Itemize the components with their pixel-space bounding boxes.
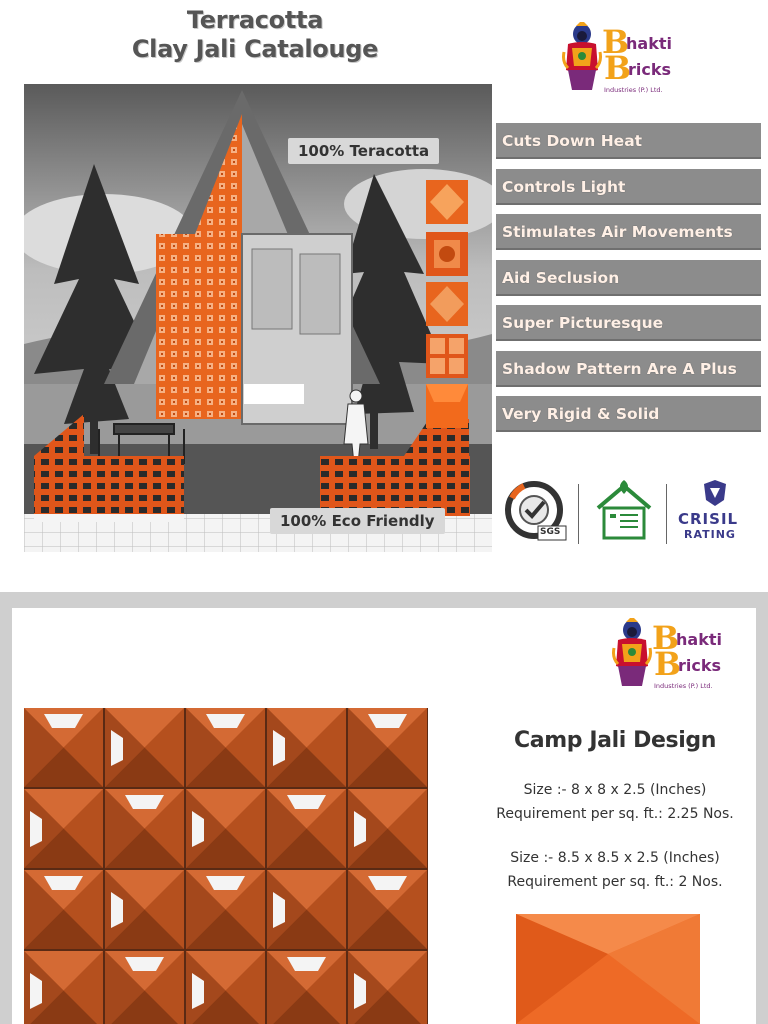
jali-cell bbox=[186, 870, 265, 949]
jali-cell bbox=[24, 789, 103, 868]
feature-item: Very Rigid & Solid bbox=[496, 396, 761, 432]
jali-cell bbox=[24, 870, 103, 949]
sample-tile-graphic bbox=[516, 914, 700, 1024]
spec-requirement: Requirement per sq. ft.: 2 Nos. bbox=[507, 874, 723, 890]
cert-divider bbox=[578, 484, 579, 544]
jali-cell bbox=[348, 870, 427, 949]
design-title: Camp Jali Design bbox=[514, 728, 716, 753]
jali-cell bbox=[267, 951, 346, 1024]
logo-subtitle: Industries (P.) Ltd. bbox=[604, 86, 663, 94]
logo-letter-b-bottom: B bbox=[654, 645, 682, 683]
teracotta-badge: 100% Teracotta bbox=[288, 138, 439, 164]
catalogue-title bbox=[110, 6, 400, 64]
page-separator bbox=[0, 592, 768, 608]
spec-size: Size :- 8 x 8 x 2.5 (Inches) bbox=[523, 782, 707, 798]
logo-word-ricks: ricks bbox=[678, 656, 722, 675]
logo-letter-b-top: B bbox=[652, 619, 680, 657]
logo-word-hakti: hakti bbox=[676, 630, 722, 649]
jali-cell bbox=[186, 708, 265, 787]
jali-cell bbox=[348, 789, 427, 868]
spec-size: Size :- 8.5 x 8.5 x 2.5 (Inches) bbox=[510, 850, 720, 866]
spec-block-2 bbox=[470, 846, 760, 894]
logo-letter-b-bottom: B bbox=[604, 49, 632, 87]
crisil-rating-label: RATING bbox=[684, 528, 736, 541]
crisil-label: CRISIL bbox=[678, 510, 739, 528]
jali-cell bbox=[267, 870, 346, 949]
jali-cell bbox=[348, 708, 427, 787]
jali-cell bbox=[186, 789, 265, 868]
logo-letter-b-top: B bbox=[602, 23, 630, 61]
cert-divider bbox=[666, 484, 667, 544]
spec-block-1 bbox=[470, 778, 760, 826]
bhakti-bricks-logo-page-2 bbox=[610, 618, 720, 692]
deity-icon bbox=[562, 22, 602, 92]
jali-cell bbox=[105, 789, 184, 868]
logo-word-hakti: hakti bbox=[626, 34, 672, 53]
camp-jali-grid-photo bbox=[24, 708, 428, 1024]
eco-friendly-badge: 100% Eco Friendly bbox=[270, 508, 445, 534]
feature-item: Cuts Down Heat bbox=[496, 123, 761, 159]
camp-jali-grid-graphic bbox=[24, 708, 428, 1024]
camp-jali-sample-tile bbox=[516, 914, 700, 1024]
feature-item: Aid Seclusion bbox=[496, 260, 761, 296]
spec-requirement: Requirement per sq. ft.: 2.25 Nos. bbox=[496, 806, 734, 822]
jali-cell bbox=[105, 870, 184, 949]
jali-cell bbox=[267, 708, 346, 787]
jali-cell bbox=[186, 951, 265, 1024]
feature-item: Stimulates Air Movements bbox=[496, 214, 761, 250]
feature-item: Controls Light bbox=[496, 169, 761, 205]
certifications-row bbox=[500, 478, 762, 548]
feature-list bbox=[496, 123, 761, 442]
green-house-certification-icon bbox=[592, 478, 656, 544]
jali-cell bbox=[105, 951, 184, 1024]
deity-icon bbox=[612, 618, 652, 688]
bhakti-bricks-logo bbox=[560, 22, 670, 96]
jali-cell bbox=[267, 789, 346, 868]
jali-house-illustration bbox=[24, 84, 492, 552]
feature-item: Super Picturesque bbox=[496, 305, 761, 341]
jali-cell bbox=[24, 708, 103, 787]
title-line-2: Clay Jali Catalouge bbox=[131, 35, 379, 63]
jali-cell bbox=[24, 951, 103, 1024]
logo-word-ricks: ricks bbox=[628, 60, 672, 79]
sgs-label: SGS bbox=[540, 527, 561, 537]
logo-subtitle: Industries (P.) Ltd. bbox=[654, 682, 713, 690]
title-line-1: Terracotta bbox=[186, 6, 324, 34]
feature-item: Shadow Pattern Are A Plus bbox=[496, 351, 761, 387]
jali-cell bbox=[348, 951, 427, 1024]
jali-cell bbox=[105, 708, 184, 787]
jali-tile-samples bbox=[426, 180, 468, 428]
